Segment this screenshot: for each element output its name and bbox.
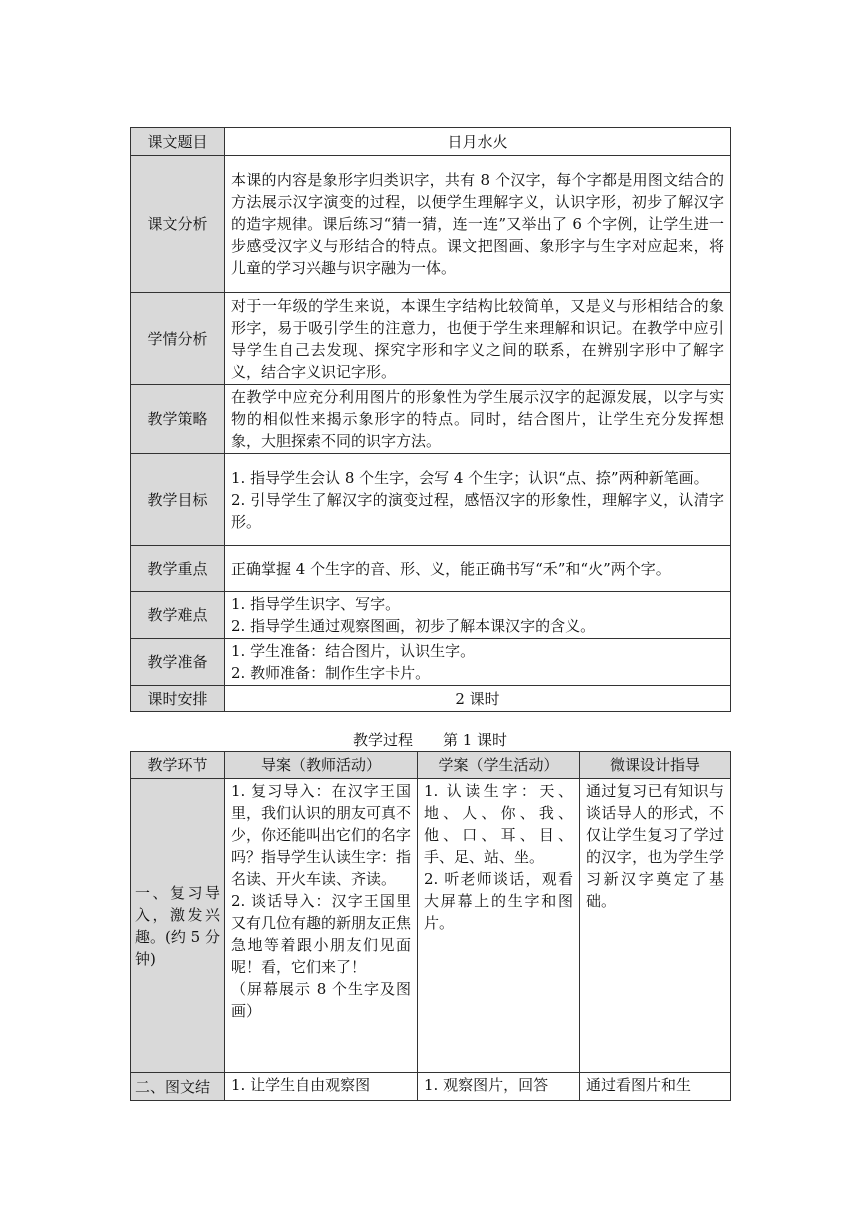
process-row — [131, 1073, 731, 1101]
info-row-text-analysis — [131, 156, 731, 293]
info-row-preparation — [131, 639, 731, 686]
info-text: 1. 指导学生识字、写字。 — [231, 595, 401, 613]
teacher-cell — [225, 1073, 418, 1101]
lesson-title — [225, 128, 731, 156]
info-text: 对于一年级的学生来说，本课生字结构比较简单，又是义与形相结合的象形字，易于吸引学生的注意力，也便于学生来理解和识记。在教学中应引导学生自己去发现、探究字形和字义之间的联系，在辨别字形中了解字义，结合字义识记字形。 — [231, 296, 724, 381]
info-text: 日月水火 — [447, 132, 508, 151]
info-label: 课时安排 — [131, 686, 225, 712]
process-header-row — [131, 752, 731, 779]
info-label: 课文分析 — [131, 156, 225, 293]
info-text: 2 课时 — [455, 689, 500, 708]
header-guide: 微课设计指导 — [580, 752, 731, 779]
info-text: 1. 学生准备：结合图片，认识生字。 — [231, 642, 476, 660]
stage-cell: 二、图文结 — [131, 1073, 225, 1101]
info-label: 学情分析 — [131, 293, 225, 385]
info-row-title — [131, 128, 731, 156]
teacher-text: 2. 谈话导入：汉字王国里又有几位有趣的新朋友正焦急地等着跟小朋友们见面呢！看，它们来了！ — [231, 892, 412, 976]
student-text: 2. 听老师谈话，观看大屏幕上的生字和图片。 — [424, 870, 573, 932]
info-label: 教学难点 — [131, 592, 225, 639]
stage-cell: 一、复习导入，激发兴趣。(约 5 分钟) — [131, 779, 225, 1073]
student-text: 1. 观察图片，回答 — [424, 1076, 549, 1094]
student-cell — [418, 779, 580, 1073]
info-row-schedule — [131, 686, 731, 712]
student-cell — [418, 1073, 580, 1101]
header-teacher: 导案（教师活动） — [225, 752, 418, 779]
info-label: 课文题目 — [131, 128, 225, 156]
info-text: 2. 引导学生了解汉字的演变过程，感悟汉字的形象性，理解字义，认清字形。 — [231, 490, 724, 531]
guide-text: 通过看图片和生 — [586, 1076, 692, 1094]
teacher-text: （屏幕展示 8 个生字及图画） — [231, 980, 411, 1020]
teacher-cell — [225, 779, 418, 1073]
teaching-process-table — [130, 751, 731, 1101]
info-text: 1. 指导学生会认 8 个生字，会写 4 个生字；认识“点、捺”两种新笔画。 — [231, 468, 709, 487]
info-row-strategy — [131, 385, 731, 454]
info-row-key-points — [131, 546, 731, 592]
process-caption: 教学过程 第 1 课时 — [352, 731, 508, 749]
info-label: 教学策略 — [131, 385, 225, 454]
info-content — [225, 639, 731, 686]
info-content — [225, 454, 731, 546]
process-row — [131, 779, 731, 1073]
info-label: 教学目标 — [131, 454, 225, 546]
info-row-student-analysis — [131, 293, 731, 385]
header-stage: 教学环节 — [131, 752, 225, 779]
student-text: 1. 认读生字：天、地、人、你、我、他、口、耳、目、手、足、站、坐。 — [424, 782, 573, 866]
info-content — [225, 592, 731, 639]
info-text: 2. 教师准备：制作生字卡片。 — [231, 664, 431, 682]
header-student: 学案（学生活动） — [418, 752, 580, 779]
info-row-difficulties — [131, 592, 731, 639]
info-text: 本课的内容是象形字归类识字，共有 8 个汉字，每个字都是用图文结合的方法展示汉字演变的过程，以便学生理解字义，认识字形，初步了解汉字的造字规律。课后练习“猜一猜，连一连”又举出了 6 个字例，让学生进一步感受汉字义与形结合的特点。课文把图画、象形字与生字对应起来，将儿童的学习兴趣与识字融为一体。 — [231, 171, 724, 277]
lesson-info-table — [130, 127, 731, 712]
info-content — [225, 686, 731, 712]
info-label: 教学准备 — [131, 639, 225, 686]
teacher-text: 1. 让学生自由观察图 — [231, 1076, 371, 1094]
guide-text: 通过复习已有知识与谈话导人的形式，不仅让学生复习了学过的汉字，也为学生学习新汉字奠定了基础。 — [586, 782, 724, 910]
info-content — [225, 385, 731, 454]
info-content — [225, 546, 731, 592]
info-content — [225, 156, 731, 293]
info-content — [225, 293, 731, 385]
info-text: 2. 指导学生通过观察图画，初步了解本课汉字的含义。 — [231, 617, 596, 635]
info-label: 教学重点 — [131, 546, 225, 592]
info-text: 正确掌握 4 个生字的音、形、义，能正确书写“禾”和“火”两个字。 — [231, 559, 671, 578]
info-row-objectives — [131, 454, 731, 546]
guide-cell — [580, 779, 731, 1073]
guide-cell — [580, 1073, 731, 1101]
info-text: 在教学中应充分利用图片的形象性为学生展示汉字的起源发展，以字与实物的相似性来揭示象形字的特点。同时，结合图片，让学生充分发挥想象，大胆探索不同的识字方法。 — [231, 388, 724, 450]
teacher-text: 1. 复习导入：在汉字王国里，我们认识的朋友可真不少，你还能叫出它们的名字吗？指导学生认读生字：指名读、开火车读、齐读。 — [231, 782, 412, 888]
